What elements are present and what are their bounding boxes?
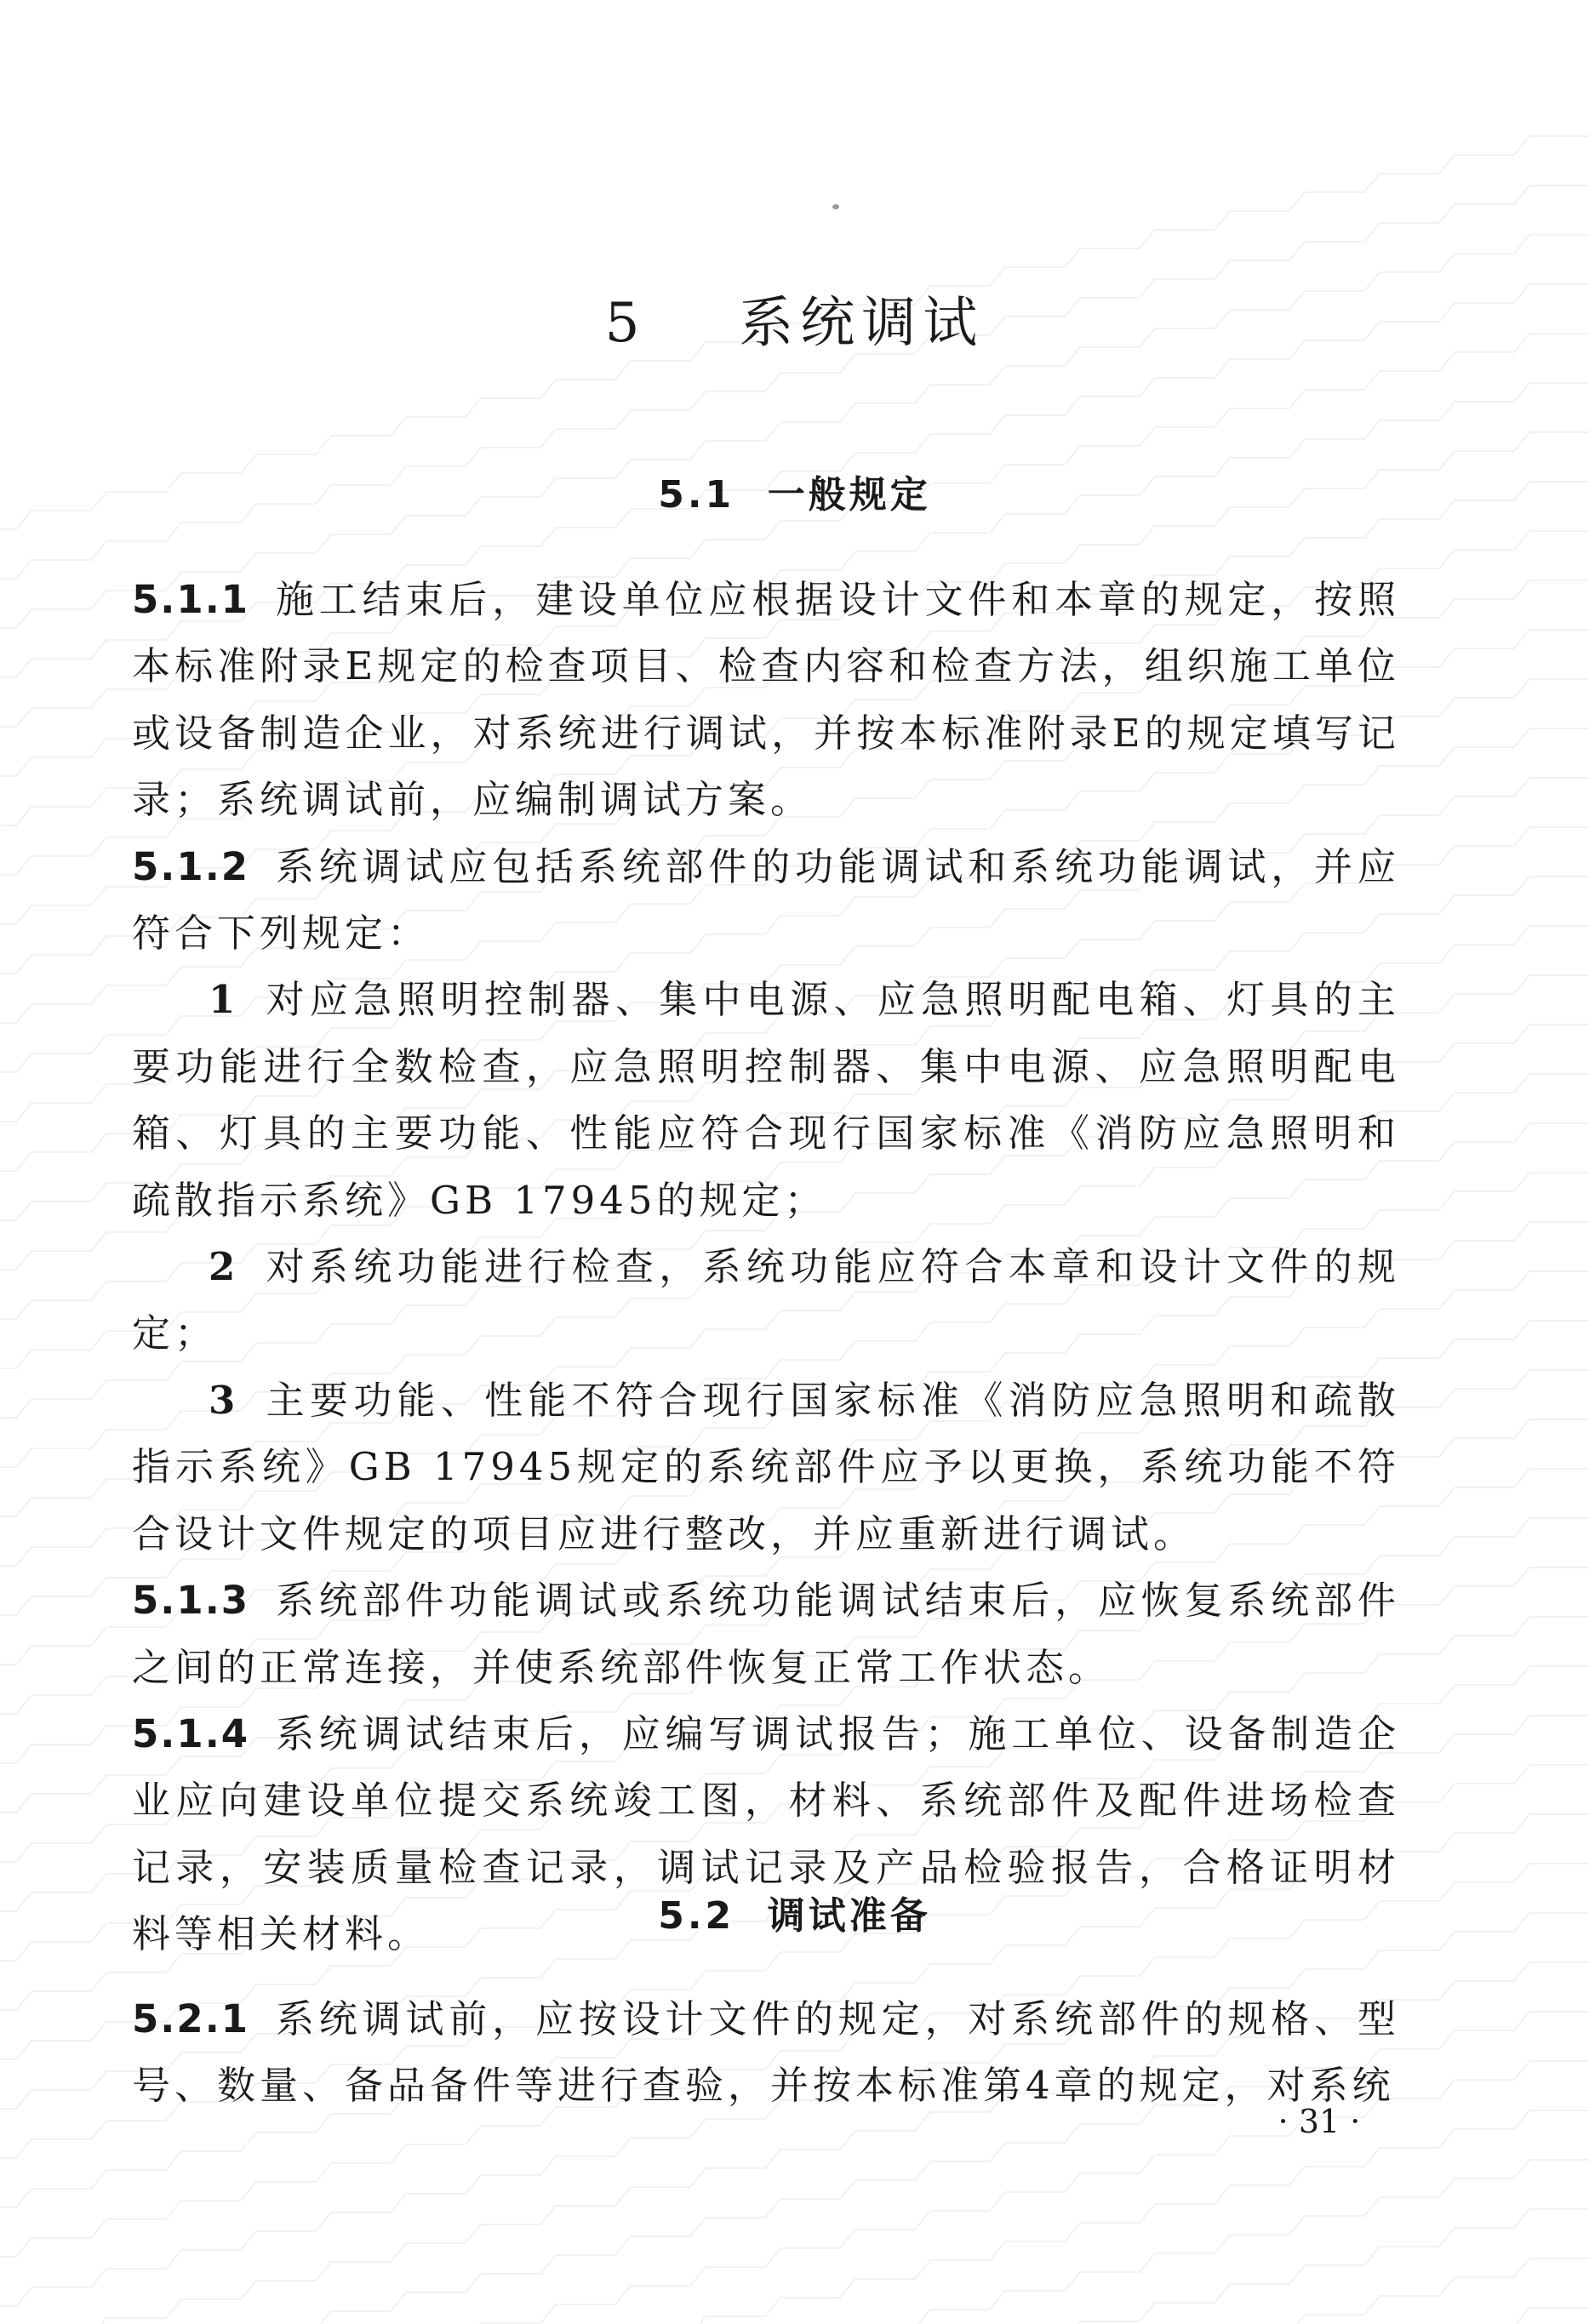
clause-5-2-1 xyxy=(132,1986,1400,2120)
clause-text: 系统调试应包括系统部件的功能调试和系统功能调试，并应符合下列规定： xyxy=(132,843,1400,956)
section-title-5-2: 5.2 调试准备 xyxy=(658,1894,931,1938)
item-number: 2 xyxy=(209,1244,240,1290)
clause-number: 5.1.4 xyxy=(132,1710,250,1756)
clause-text: 系统部件功能调试或系统功能调试结束后，应恢复系统部件之间的正常连接，并使系统部件恢复正常工作状态。 xyxy=(132,1578,1400,1690)
clause-5-1-2-item-2 xyxy=(132,1234,1400,1368)
scan-texture-line xyxy=(0,186,1589,597)
chapter-title: 5 系统调试 xyxy=(604,292,985,355)
item-number: 3 xyxy=(209,1377,240,1423)
clause-5-1-1 xyxy=(132,567,1400,834)
clause-5-1-2 xyxy=(132,834,1400,968)
clause-5-1-2-item-1 xyxy=(132,967,1400,1234)
section-body-5-1 xyxy=(132,567,1400,1968)
scan-texture-line xyxy=(915,2160,1589,2324)
clause-5-1-2-item-3 xyxy=(132,1368,1400,1567)
item-number: 1 xyxy=(209,977,240,1023)
clause-5-1-3 xyxy=(132,1567,1400,1701)
item-text: 对系统功能进行检查，系统功能应符合本章和设计文件的规定； xyxy=(132,1244,1400,1356)
clause-text: 系统调试前，应按设计文件的规定，对系统部件的规格、型号、数量、备品备件等进行查验，并按本标准第4章的规定，对系统 xyxy=(132,1996,1400,2109)
scan-speck xyxy=(832,204,839,209)
clause-number: 5.2.1 xyxy=(132,1996,250,2041)
page-number: · 31 · xyxy=(1277,2103,1361,2140)
scan-texture-line xyxy=(690,2110,1589,2324)
item-text: 主要功能、性能不符合现行国家标准《消防应急照明和疏散指示系统》GB 17945规定的系统部件应予以更换，系统功能不符合设计文件规定的项目应进行整改，并应重新进行调试。 xyxy=(132,1377,1400,1556)
clause-number: 5.1.2 xyxy=(132,843,250,889)
item-text: 对应急照明控制器、集中电源、应急照明配电箱、灯具的主要功能进行全数检查，应急照明控制器、集中电源、应急照明配电箱、灯具的主要功能、性能应符合现行国家标准《消防应急照明和疏散指示系统》GB 17945的规定； xyxy=(132,977,1400,1223)
scan-texture-line xyxy=(1289,2258,1589,2324)
section-title-5-1: 5.1 一般规定 xyxy=(658,473,931,517)
clause-number: 5.1.1 xyxy=(132,577,250,622)
clause-text: 系统调试结束后，应编写调试报告；施工单位、设备制造企业应向建设单位提交系统竣工图，材料、系统部件及配件进场检查记录，安装质量检查记录，调试记录及产品检验报告，合格证明材料等相关材料。 xyxy=(132,1710,1400,1957)
scan-texture-line xyxy=(1065,2209,1589,2324)
clause-text: 施工结束后，建设单位应根据设计文件和本章的规定，按照本标准附录E规定的检查项目、检查内容和检查方法，组织施工单位或设备制造企业，对系统进行调试，并按本标准附录E的规定填写记录；系统调试前，应编制调试方案。 xyxy=(132,577,1400,823)
clause-number: 5.1.3 xyxy=(132,1578,250,1624)
scan-texture-line xyxy=(1514,2308,1589,2324)
section-body-5-2 xyxy=(132,1986,1400,2120)
